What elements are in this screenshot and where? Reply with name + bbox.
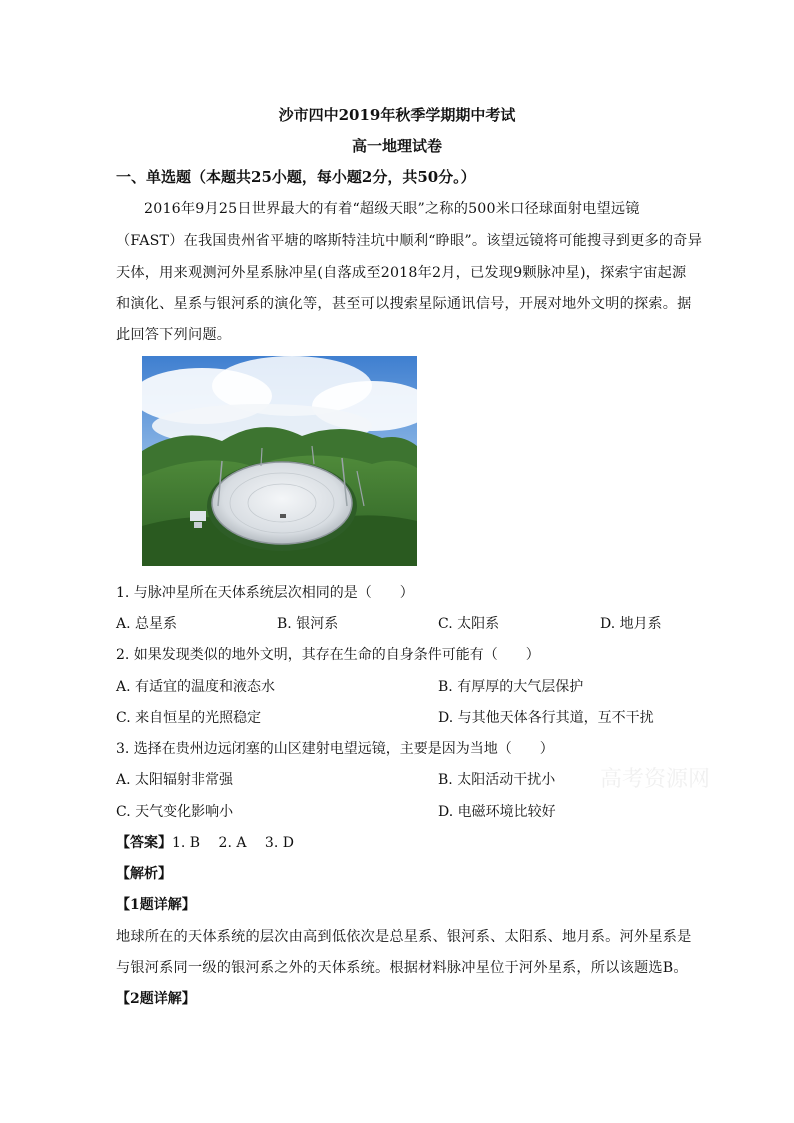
passage-line: 天体，用来观测河外星系脉冲星(自落成至2018年2月，已发现9颗脉冲星)，探索宇宙起源 [116,265,687,281]
passage-line: 2016年9月25日世界最大的有着“超级天眼”之称的500米口径球面射电望远镜 [144,201,640,217]
option-2d: D. 与其他天体各行其道，互不干扰 [438,710,654,726]
question-stem-2: 2. 如果发现类似的地外文明，其存在生命的自身条件可能有（ ） [116,647,540,663]
option-2b: B. 有厚厚的大气层保护 [438,679,584,695]
option-1d: D. 地月系 [600,616,662,632]
answer-label: 【答案】 [116,835,172,851]
exam-subtitle: 高一地理试卷 [351,137,442,155]
option-2a: A. 有适宜的温度和液态水 [116,679,276,695]
exam-title: 沙市四中2019年秋季学期期中考试 [278,106,516,124]
passage-line: 和演化、星系与银河系的演化等，甚至可以搜索星际通讯信号，开展对地外文明的探索。据 [116,296,692,312]
option-3d: D. 电磁环境比较好 [438,804,556,820]
detail-1-line: 与银河系同一级的银河系之外的天体系统。根据材料脉冲星位于河外星系，所以该题选B。 [116,960,688,976]
question-stem-1: 1. 与脉冲星所在天体系统层次相同的是（ ） [116,585,414,601]
answer-line [116,832,294,852]
option-3c: C. 天气变化影响小 [116,804,234,820]
analysis-label: 【解析】 [116,866,172,882]
option-3b: B. 太阳活动干扰小 [438,772,556,788]
detail-1-label: 【1题详解】 [116,897,196,913]
passage-line: 此回答下列问题。 [116,327,232,343]
passage-line: （FAST）在我国贵州省平塘的喀斯特洼坑中顺利“睁眼”。该望远镜将可能搜寻到更多的奇异 [116,233,703,249]
option-3a: A. 太阳辐射非常强 [116,772,234,788]
detail-1-line: 地球所在的天体系统的层次由高到低依次是总星系、银河系、太阳系、地月系。河外星系是 [116,929,692,945]
answer-text: 1. B 2. A 3. D [172,835,294,851]
watermark: 高考资源网 [600,767,711,792]
question-stem-3: 3. 选择在贵州边远闭塞的山区建射电望远镜，主要是因为当地（ ） [116,741,554,757]
detail-2-label: 【2题详解】 [116,991,196,1007]
option-1a: A. 总星系 [116,616,178,632]
fast-telescope-photo [142,356,417,566]
option-2c: C. 来自恒星的光照稳定 [116,710,262,726]
option-1c: C. 太阳系 [438,616,500,632]
section-heading: 一、单选题（本题共25小题，每小题2分，共50分。） [116,168,476,186]
option-1b: B. 银河系 [277,616,339,632]
